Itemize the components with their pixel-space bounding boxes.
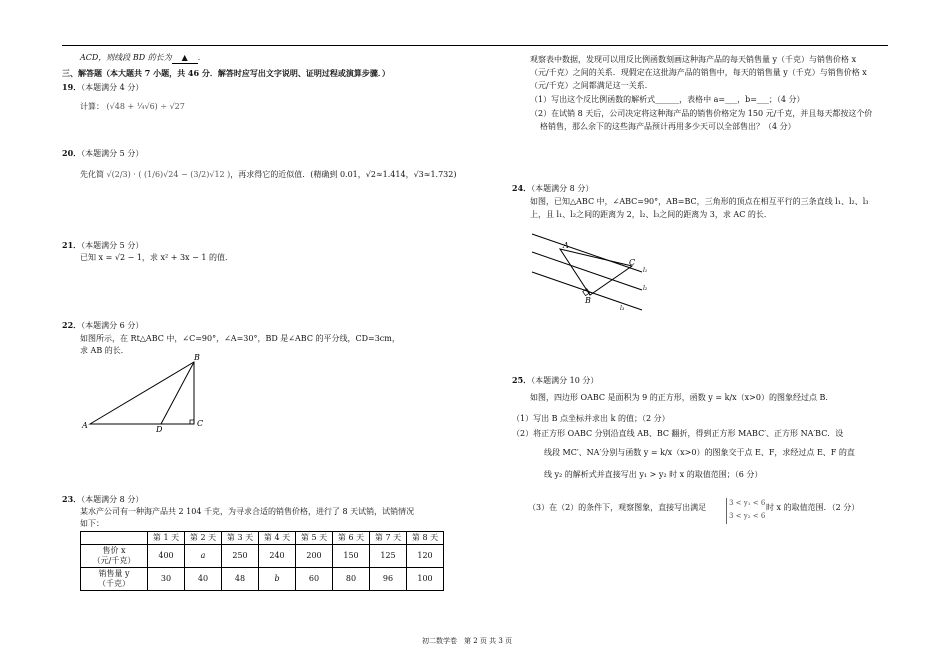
table-day: 第 3 天: [222, 532, 259, 545]
q23-cont3: （元/千克）之间都满足这一关系．: [530, 81, 653, 90]
label-a: A: [563, 241, 569, 250]
line-l1: [532, 234, 642, 272]
row-label-price: 售价 x （元/千克）: [81, 545, 148, 568]
q23-text2: 如下：: [80, 519, 104, 528]
table-row-volume: [81, 568, 444, 591]
table-day: 第 1 天: [148, 532, 185, 545]
q21-header: 21．（本题满分 5 分）: [62, 240, 144, 250]
q21-body: 已知 x = √2 − 1，求 x² + 3x − 1 的值．: [80, 253, 233, 262]
q19-header: 19．（本题满分 4 分）: [62, 82, 144, 92]
label-b: B: [194, 353, 200, 362]
table-day: 第 4 天: [259, 532, 296, 545]
condition-2: 3 < y₂ < 6: [729, 512, 766, 520]
answer-blank: ▲: [172, 52, 198, 64]
q23-part1: （1）写出这个反比例函数的解析式______，表格中 a=___，b=___；（4 分）: [530, 95, 805, 104]
q22-text2: 求 AB 的长．: [80, 346, 129, 355]
q23-cont2: （元/千克）之间的关系．现假定在这批海产品的销售中，每天的销售量 y（千克）与销售价格 x: [530, 68, 867, 77]
table-day: 第 5 天: [296, 532, 333, 545]
right-angle-mark: [190, 420, 194, 424]
q25-part2c: 线 y₂ 的解析式并直接写出 y₁ > y₂ 时 x 的取值范围；（6 分）: [544, 470, 763, 479]
table-cell: 100: [407, 568, 444, 591]
q22-triangle-figure: [78, 350, 228, 435]
table-cell: 200: [296, 545, 333, 568]
label-l3: l₃: [620, 305, 625, 312]
q23-part2b: 格销售，那么余下的这些海产品预计再用多少天可以全部售出？（4 分）: [540, 122, 796, 131]
table-cell: 120: [407, 545, 444, 568]
table-day: 第 2 天: [185, 532, 222, 545]
table-cell: 400: [148, 545, 185, 568]
table-corner: [81, 532, 148, 545]
q24-parallel-lines-figure: [530, 232, 650, 314]
q20-header: 20．（本题满分 5 分）: [62, 148, 144, 158]
carry-line: ACD，则线段 BD 的长为 ▲ .: [80, 53, 201, 62]
q24-header: 24．（本题满分 8 分）: [512, 183, 594, 193]
q20-expression: √(2/3) · ( (1/6)√24 − (3/2)√12 ): [106, 170, 231, 179]
q24-text1: 如图，已知△ABC 中，∠ABC=90°，AB=BC，三角形的顶点在相互平行的三条直线 l₁、l₂、l₃: [530, 197, 869, 206]
q23-text1: 某水产公司有一种海产品共 2 104 千克，为寻求合适的销售价格，进行了 8 天试销，试销情况: [80, 507, 415, 516]
table-cell: a: [185, 545, 222, 568]
table-cell: 80: [333, 568, 370, 591]
q22-text1: 如图所示，在 Rt△ABC 中，∠C=90°，∠A=30°，BD 是∠ABC 的平分线，CD=3cm，: [80, 334, 400, 343]
section-heading: 三、解答题（本大题共 7 小题，共 46 分．解答时应写出文字说明、证明过程或演算步骤．）: [62, 68, 390, 78]
table-cell: 48: [222, 568, 259, 591]
q23-header: 23．（本题满分 8 分）: [62, 494, 144, 504]
label-l1: l₁: [643, 267, 648, 274]
row-label-volume: 销售量 y （千克）: [81, 568, 148, 591]
q22-header: 22．（本题满分 6 分）: [62, 320, 144, 330]
table-cell: 250: [222, 545, 259, 568]
q24-text2: 上，且 l₁、l₂之间的距离为 2，l₂、l₃之间的距离为 3，求 AC 的长．: [530, 210, 772, 219]
label-a: A: [82, 421, 88, 430]
label-c: C: [197, 419, 204, 428]
table-day: 第 7 天: [370, 532, 407, 545]
q23-part2a: （2）在试销 8 天后，公司决定将这种海产品的销售价格定为 150 元/千克，并且每天都按这个价: [530, 109, 873, 118]
q25-part2b: 线段 MC′、NA′分别与函数 y = k/x（x>0）的图象交于点 E、F，求经过点 E、F 的直: [544, 448, 855, 457]
table-cell: b: [259, 568, 296, 591]
condition-1: 3 < y₁ < 6: [729, 499, 766, 507]
table-cell: 60: [296, 568, 333, 591]
table-cell: 40: [185, 568, 222, 591]
triangle-abc: [90, 362, 194, 424]
table-header-row: [81, 532, 444, 545]
label-b: B: [585, 296, 591, 305]
q25-part2a: （2）将正方形 OABC 分别沿直线 AB、BC 翻折，得到正方形 MABC′、正方形 NA′BC．设: [512, 429, 844, 438]
table-cell: 125: [370, 545, 407, 568]
q25-part1: （1）写出 B 点坐标并求出 k 的值；（2 分）: [512, 414, 670, 423]
label-d: D: [156, 425, 163, 434]
q25-part3a: （3）在（2）的条件下，观察图象，直接写出满足: [528, 503, 707, 512]
q19-body: 计算： (√48 + ¼√6) ÷ √27: [80, 102, 185, 111]
q25-header: 25．（本题满分 10 分）: [512, 375, 599, 385]
condition-brace: [726, 498, 727, 524]
q25-text1: 如图，四边形 OABC 是面积为 9 的正方形，函数 y = k/x（x>0）的图象经过点 B．: [530, 393, 834, 402]
table-cell: 30: [148, 568, 185, 591]
table-row-price: [81, 545, 444, 568]
header-rule: [62, 45, 888, 46]
table-cell: 150: [333, 545, 370, 568]
table-day: 第 6 天: [333, 532, 370, 545]
q25-part3b: 时 x 的取值范围．（2 分）: [766, 503, 860, 512]
page-footer: 初二数学卷 第 2 页 共 3 页: [422, 637, 513, 645]
table-cell: 96: [370, 568, 407, 591]
q20-body: 先化简 √(2/3) · ( (1/6)√24 − (3/2)√12 )，再求得它的近似值．(精确到 0.01，√2≈1.414，√3≈1.732): [80, 170, 457, 179]
q19-expression: (√48 + ¼√6) ÷ √27: [106, 102, 185, 111]
label-c: C: [629, 258, 636, 267]
table-day: 第 8 天: [407, 532, 444, 545]
sales-table: [80, 531, 444, 591]
label-l2: l₂: [643, 285, 648, 292]
q23-cont1: 观察表中数据，发现可以用反比例函数刻画这种海产品的每天销售量 y（千克）与销售价格 x: [530, 55, 857, 64]
table-cell: 240: [259, 545, 296, 568]
